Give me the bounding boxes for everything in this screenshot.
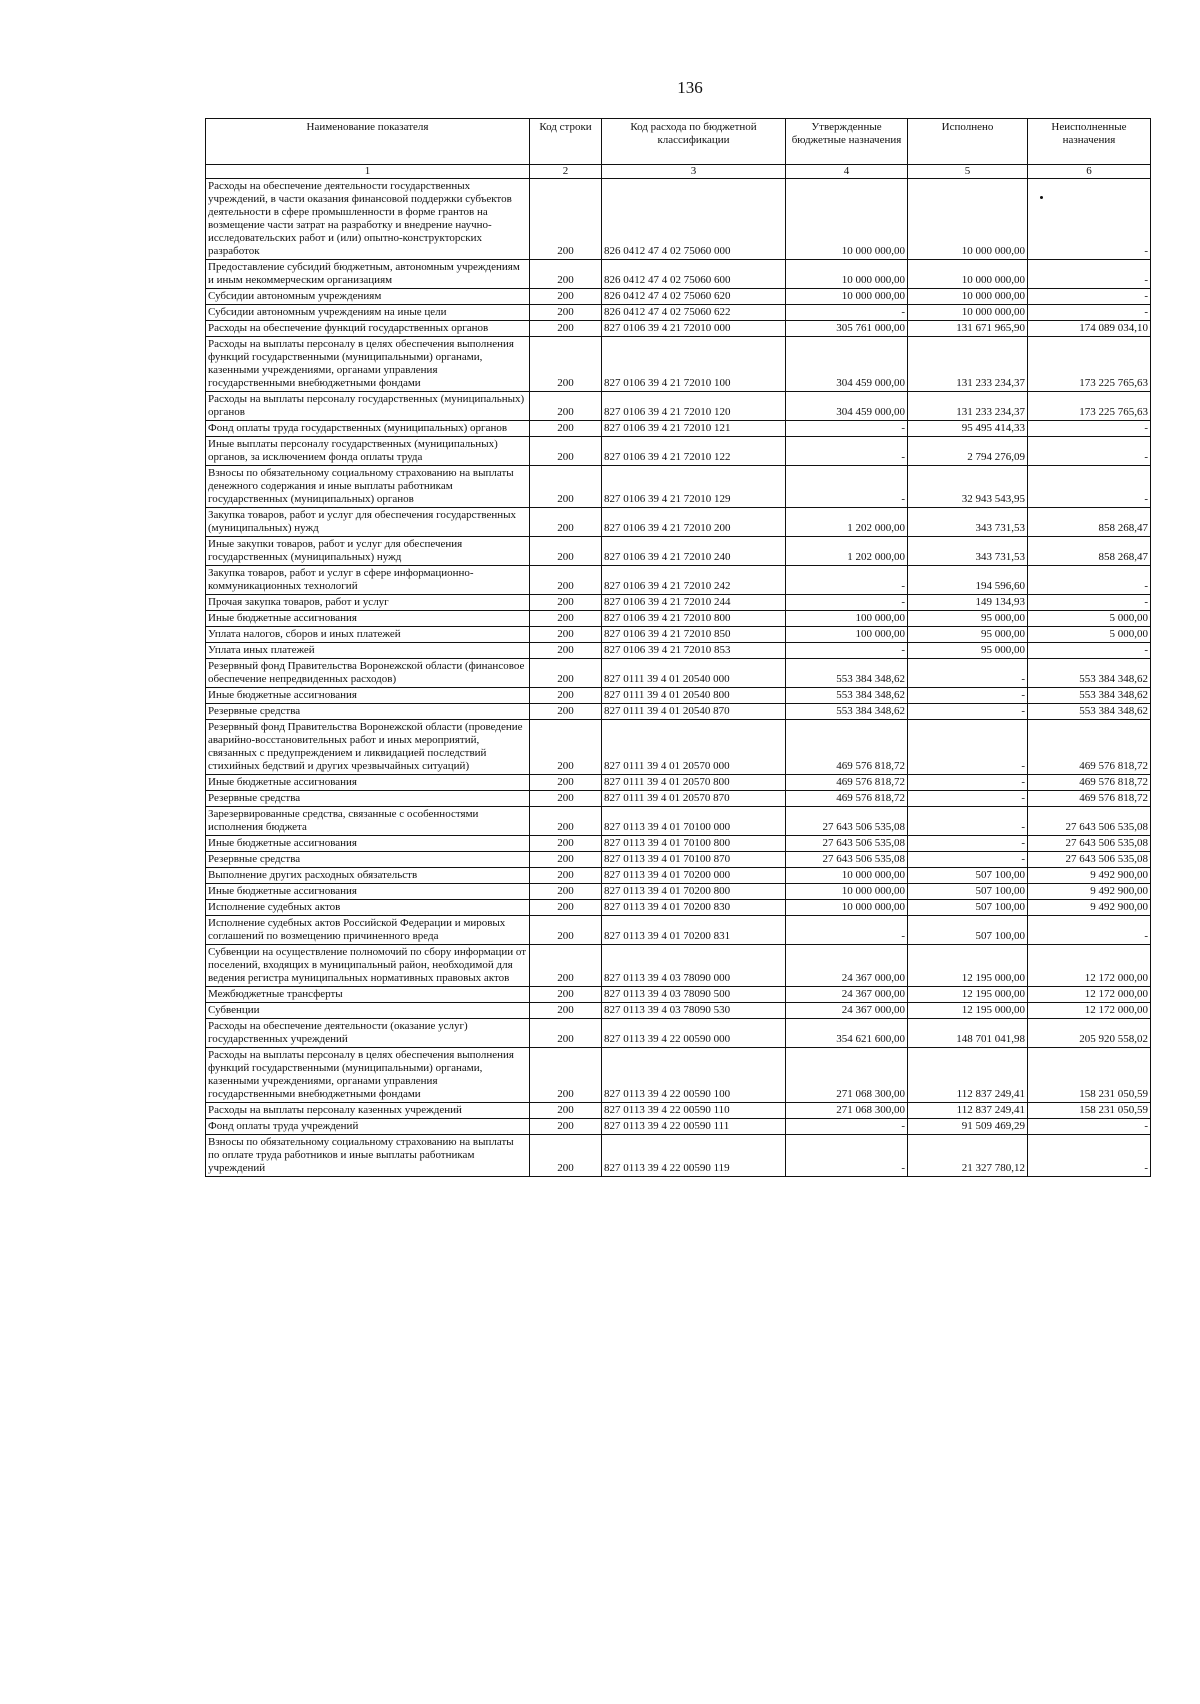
row-line-code: 200 [530,791,602,807]
row-line-code: 200 [530,1135,602,1177]
row-name: Иные бюджетные ассигнования [206,688,530,704]
row-line-code: 200 [530,884,602,900]
column-number-row [206,165,1151,179]
row-line-code: 200 [530,321,602,337]
table-row [206,852,1151,868]
row-expense-code: 827 0106 39 4 21 72010 800 [602,611,786,627]
row-executed: - [908,775,1028,791]
header-expense-code: Код расхода по бюджетной классификации [602,119,786,165]
row-name: Расходы на выплаты персоналу в целях обеспечения выполнения функций государственными (муниципальными) органами, казенными учреждениями, органами управления государственными внебюджетными фондами [206,1048,530,1103]
header-executed: Исполнено [908,119,1028,165]
table-body [206,179,1151,1177]
row-line-code: 200 [530,807,602,836]
row-executed: 95 000,00 [908,611,1028,627]
row-line-code: 200 [530,595,602,611]
row-approved: - [786,595,908,611]
row-name: Резервные средства [206,791,530,807]
table-row [206,987,1151,1003]
row-expense-code: 827 0113 39 4 22 00590 119 [602,1135,786,1177]
row-name: Расходы на выплаты персоналу государственных (муниципальных) органов [206,392,530,421]
row-executed: - [908,688,1028,704]
row-expense-code: 826 0412 47 4 02 75060 620 [602,289,786,305]
row-name: Резервный фонд Правительства Воронежской области (проведение аварийно-восстановительных работ и иных мероприятий, связанных с предупреждением и ликвидацией последствий стихийных бедствий и других чрезвычайных ситуаций) [206,720,530,775]
row-name: Зарезервированные средства, связанные с особенностями исполнения бюджета [206,807,530,836]
row-name: Межбюджетные трансферты [206,987,530,1003]
page-number: 136 [677,78,703,97]
row-approved: - [786,1119,908,1135]
row-line-code: 200 [530,179,602,260]
row-unexecuted: 469 576 818,72 [1028,720,1151,775]
row-approved: 24 367 000,00 [786,945,908,987]
row-expense-code: 827 0113 39 4 22 00590 110 [602,1103,786,1119]
row-executed: - [908,836,1028,852]
row-expense-code: 827 0113 39 4 01 70200 831 [602,916,786,945]
row-approved: - [786,643,908,659]
row-name: Иные бюджетные ассигнования [206,836,530,852]
row-executed: 12 195 000,00 [908,945,1028,987]
row-line-code: 200 [530,260,602,289]
row-name: Субвенции на осуществление полномочий по сбору информации от поселений, входящих в муниципальный район, необходимой для ведения регистра муниципальных нормативных правовых актов [206,945,530,987]
table-row [206,643,1151,659]
row-line-code: 200 [530,566,602,595]
row-unexecuted: 27 643 506 535,08 [1028,836,1151,852]
row-expense-code: 827 0113 39 4 01 70200 800 [602,884,786,900]
row-approved: 304 459 000,00 [786,392,908,421]
row-name: Расходы на обеспечение деятельности государственных учреждений, в части оказания финансовой поддержки субъектов деятельности в сфере промышленности в форме грантов на возмещение части затрат на разработку и внедрение научно-исследовательских работ и (или) опытно-конструкторских разработок [206,179,530,260]
row-approved: 553 384 348,62 [786,704,908,720]
row-executed: 343 731,53 [908,508,1028,537]
table-row [206,1135,1151,1177]
row-line-code: 200 [530,337,602,392]
row-unexecuted: 158 231 050,59 [1028,1048,1151,1103]
row-line-code: 200 [530,775,602,791]
table-row [206,791,1151,807]
row-line-code: 200 [530,305,602,321]
table-row [206,1103,1151,1119]
row-approved: - [786,916,908,945]
table-row [206,945,1151,987]
row-expense-code: 826 0412 47 4 02 75060 622 [602,305,786,321]
row-unexecuted: 5 000,00 [1028,611,1151,627]
table-row [206,566,1151,595]
row-expense-code: 827 0106 39 4 21 72010 850 [602,627,786,643]
row-name: Иные бюджетные ассигнования [206,775,530,791]
row-name: Резервный фонд Правительства Воронежской области (финансовое обеспечение непредвиденных расходов) [206,659,530,688]
row-expense-code: 827 0113 39 4 01 70200 000 [602,868,786,884]
row-expense-code: 827 0113 39 4 03 78090 000 [602,945,786,987]
row-executed: - [908,720,1028,775]
row-executed: 10 000 000,00 [908,179,1028,260]
table-row [206,720,1151,775]
row-unexecuted: - [1028,643,1151,659]
row-line-code: 200 [530,508,602,537]
row-approved: 24 367 000,00 [786,1003,908,1019]
row-executed: - [908,659,1028,688]
table-row [206,627,1151,643]
row-expense-code: 827 0111 39 4 01 20570 000 [602,720,786,775]
row-unexecuted: - [1028,179,1151,260]
row-approved: 271 068 300,00 [786,1103,908,1119]
row-line-code: 200 [530,916,602,945]
row-unexecuted: 553 384 348,62 [1028,688,1151,704]
row-unexecuted: - [1028,595,1151,611]
row-line-code: 200 [530,421,602,437]
row-approved: 1 202 000,00 [786,537,908,566]
row-line-code: 200 [530,659,602,688]
row-approved: 553 384 348,62 [786,659,908,688]
row-executed: 149 134,93 [908,595,1028,611]
row-executed: 95 495 414,33 [908,421,1028,437]
row-approved: 469 576 818,72 [786,791,908,807]
row-line-code: 200 [530,987,602,1003]
row-unexecuted: 27 643 506 535,08 [1028,852,1151,868]
row-line-code: 200 [530,1119,602,1135]
row-executed: 10 000 000,00 [908,305,1028,321]
row-name: Уплата иных платежей [206,643,530,659]
table-row [206,836,1151,852]
row-expense-code: 827 0113 39 4 01 70200 830 [602,900,786,916]
table-row [206,1019,1151,1048]
row-executed: 131 233 234,37 [908,392,1028,421]
row-name: Иные бюджетные ассигнования [206,884,530,900]
row-expense-code: 827 0106 39 4 21 72010 244 [602,595,786,611]
row-line-code: 200 [530,704,602,720]
row-line-code: 200 [530,627,602,643]
row-unexecuted: - [1028,466,1151,508]
row-executed: 32 943 543,95 [908,466,1028,508]
row-approved: - [786,1135,908,1177]
row-expense-code: 827 0113 39 4 03 78090 500 [602,987,786,1003]
row-name: Расходы на выплаты персоналу казенных учреждений [206,1103,530,1119]
row-executed: 12 195 000,00 [908,1003,1028,1019]
row-unexecuted: 158 231 050,59 [1028,1103,1151,1119]
table-row [206,321,1151,337]
row-approved: - [786,421,908,437]
column-number: 3 [602,165,786,179]
row-approved: 27 643 506 535,08 [786,807,908,836]
table-row [206,775,1151,791]
row-line-code: 200 [530,868,602,884]
row-unexecuted: 9 492 900,00 [1028,884,1151,900]
table-row [206,884,1151,900]
row-expense-code: 827 0106 39 4 21 72010 100 [602,337,786,392]
row-expense-code: 827 0106 39 4 21 72010 240 [602,537,786,566]
table-row [206,466,1151,508]
row-executed: 12 195 000,00 [908,987,1028,1003]
row-line-code: 200 [530,900,602,916]
column-number: 1 [206,165,530,179]
row-line-code: 200 [530,537,602,566]
budget-execution-table [205,118,1151,1177]
table-row [206,611,1151,627]
row-name: Иные закупки товаров, работ и услуг для обеспечения государственных (муниципальных) нужд [206,537,530,566]
table-row [206,688,1151,704]
row-unexecuted: 553 384 348,62 [1028,659,1151,688]
column-number: 2 [530,165,602,179]
row-executed: 10 000 000,00 [908,289,1028,305]
row-expense-code: 827 0106 39 4 21 72010 120 [602,392,786,421]
column-number: 6 [1028,165,1151,179]
row-expense-code: 827 0106 39 4 21 72010 853 [602,643,786,659]
row-name: Иные бюджетные ассигнования [206,611,530,627]
row-unexecuted: - [1028,437,1151,466]
row-unexecuted: 205 920 558,02 [1028,1019,1151,1048]
row-unexecuted: 5 000,00 [1028,627,1151,643]
row-executed: 507 100,00 [908,884,1028,900]
table-row [206,179,1151,260]
row-expense-code: 827 0113 39 4 01 70100 800 [602,836,786,852]
header-unexecuted: Неисполненные назначения [1028,119,1151,165]
row-expense-code: 827 0106 39 4 21 72010 121 [602,421,786,437]
table-row [206,595,1151,611]
row-name: Предоставление субсидий бюджетным, автономным учреждениям и иным некоммерческим организациям [206,260,530,289]
row-expense-code: 827 0111 39 4 01 20540 800 [602,688,786,704]
row-expense-code: 827 0106 39 4 21 72010 000 [602,321,786,337]
table-row [206,1003,1151,1019]
row-name: Резервные средства [206,704,530,720]
row-expense-code: 827 0111 39 4 01 20540 870 [602,704,786,720]
row-expense-code: 827 0113 39 4 22 00590 100 [602,1048,786,1103]
table-row [206,392,1151,421]
row-expense-code: 827 0111 39 4 01 20570 870 [602,791,786,807]
table-row [206,437,1151,466]
row-expense-code: 827 0106 39 4 21 72010 122 [602,437,786,466]
row-executed: - [908,807,1028,836]
table-row [206,260,1151,289]
table-row [206,659,1151,688]
row-executed: - [908,704,1028,720]
row-executed: 131 233 234,37 [908,337,1028,392]
row-line-code: 200 [530,945,602,987]
row-name: Расходы на обеспечение функций государственных органов [206,321,530,337]
row-line-code: 200 [530,852,602,868]
row-unexecuted: 858 268,47 [1028,537,1151,566]
table-row [206,1048,1151,1103]
row-expense-code: 826 0412 47 4 02 75060 600 [602,260,786,289]
row-expense-code: 827 0106 39 4 21 72010 242 [602,566,786,595]
row-approved: 27 643 506 535,08 [786,852,908,868]
row-name: Взносы по обязательному социальному страхованию на выплаты по оплате труда работников и иные выплаты работникам учреждений [206,1135,530,1177]
row-executed: 91 509 469,29 [908,1119,1028,1135]
row-executed: 507 100,00 [908,900,1028,916]
row-approved: 304 459 000,00 [786,337,908,392]
row-line-code: 200 [530,836,602,852]
row-expense-code: 827 0106 39 4 21 72010 129 [602,466,786,508]
row-approved: 553 384 348,62 [786,688,908,704]
row-unexecuted: - [1028,305,1151,321]
row-unexecuted: 173 225 765,63 [1028,337,1151,392]
row-name: Закупка товаров, работ и услуг для обеспечения государственных (муниципальных) нужд [206,508,530,537]
row-executed: 95 000,00 [908,643,1028,659]
row-approved: 1 202 000,00 [786,508,908,537]
row-approved: 271 068 300,00 [786,1048,908,1103]
row-approved: 10 000 000,00 [786,868,908,884]
row-unexecuted: 12 172 000,00 [1028,1003,1151,1019]
row-approved: 27 643 506 535,08 [786,836,908,852]
row-expense-code: 826 0412 47 4 02 75060 000 [602,179,786,260]
row-unexecuted: - [1028,1135,1151,1177]
row-unexecuted: 12 172 000,00 [1028,945,1151,987]
row-approved: - [786,466,908,508]
table-row [206,900,1151,916]
table-header-row [206,119,1151,165]
row-approved: - [786,566,908,595]
table-row [206,537,1151,566]
row-unexecuted: - [1028,566,1151,595]
table-row [206,508,1151,537]
row-approved: 354 621 600,00 [786,1019,908,1048]
row-executed: 112 837 249,41 [908,1103,1028,1119]
row-unexecuted: - [1028,421,1151,437]
row-name: Закупка товаров, работ и услуг в сфере информационно-коммуникационных технологий [206,566,530,595]
row-approved: 10 000 000,00 [786,900,908,916]
row-approved: 469 576 818,72 [786,720,908,775]
table-row [206,868,1151,884]
row-line-code: 200 [530,1103,602,1119]
row-expense-code: 827 0113 39 4 01 70100 870 [602,852,786,868]
row-name: Выполнение других расходных обязательств [206,868,530,884]
row-expense-code: 827 0113 39 4 03 78090 530 [602,1003,786,1019]
row-name: Исполнение судебных актов [206,900,530,916]
row-approved: 10 000 000,00 [786,179,908,260]
row-name: Фонд оплаты труда государственных (муниципальных) органов [206,421,530,437]
row-name: Субсидии автономным учреждениям на иные цели [206,305,530,321]
row-executed: 21 327 780,12 [908,1135,1028,1177]
row-executed: 131 671 965,90 [908,321,1028,337]
table-row [206,916,1151,945]
row-line-code: 200 [530,1048,602,1103]
row-name: Расходы на выплаты персоналу в целях обеспечения выполнения функций государственными (муниципальными) органами, казенными учреждениями, органами управления государственными внебюджетными фондами [206,337,530,392]
row-executed: 95 000,00 [908,627,1028,643]
row-executed: 148 701 041,98 [908,1019,1028,1048]
row-expense-code: 827 0111 39 4 01 20540 000 [602,659,786,688]
row-executed: 194 596,60 [908,566,1028,595]
table-row [206,305,1151,321]
row-executed: 507 100,00 [908,868,1028,884]
row-expense-code: 827 0106 39 4 21 72010 200 [602,508,786,537]
row-approved: 100 000,00 [786,611,908,627]
row-executed: 507 100,00 [908,916,1028,945]
row-name: Уплата налогов, сборов и иных платежей [206,627,530,643]
row-line-code: 200 [530,688,602,704]
row-executed: 343 731,53 [908,537,1028,566]
row-name: Прочая закупка товаров, работ и услуг [206,595,530,611]
row-name: Субсидии автономным учреждениям [206,289,530,305]
row-name: Исполнение судебных актов Российской Федерации и мировых соглашений по возмещению причиненного вреда [206,916,530,945]
header-indicator-name: Наименование показателя [206,119,530,165]
row-unexecuted: 9 492 900,00 [1028,900,1151,916]
row-executed: 112 837 249,41 [908,1048,1028,1103]
row-unexecuted: 553 384 348,62 [1028,704,1151,720]
row-line-code: 200 [530,437,602,466]
row-line-code: 200 [530,392,602,421]
table-row [206,1119,1151,1135]
row-approved: 10 000 000,00 [786,260,908,289]
row-name: Иные выплаты персоналу государственных (муниципальных) органов, за исключением фонда оплаты труда [206,437,530,466]
row-name: Расходы на обеспечение деятельности (оказание услуг) государственных учреждений [206,1019,530,1048]
row-unexecuted: - [1028,289,1151,305]
row-line-code: 200 [530,1003,602,1019]
row-expense-code: 827 0113 39 4 22 00590 111 [602,1119,786,1135]
row-approved: 100 000,00 [786,627,908,643]
row-line-code: 200 [530,1019,602,1048]
row-name: Резервные средства [206,852,530,868]
row-unexecuted: 174 089 034,10 [1028,321,1151,337]
row-approved: - [786,305,908,321]
row-executed: - [908,791,1028,807]
row-executed: - [908,852,1028,868]
row-unexecuted: 469 576 818,72 [1028,775,1151,791]
row-approved: - [786,437,908,466]
row-unexecuted: - [1028,916,1151,945]
table-row [206,421,1151,437]
row-executed: 10 000 000,00 [908,260,1028,289]
row-approved: 469 576 818,72 [786,775,908,791]
row-name: Фонд оплаты труда учреждений [206,1119,530,1135]
row-line-code: 200 [530,611,602,627]
column-number: 5 [908,165,1028,179]
row-line-code: 200 [530,466,602,508]
row-unexecuted: 27 643 506 535,08 [1028,807,1151,836]
header-approved: Утвержденные бюджетные назначения [786,119,908,165]
row-unexecuted: - [1028,1119,1151,1135]
row-expense-code: 827 0113 39 4 22 00590 000 [602,1019,786,1048]
row-executed: 2 794 276,09 [908,437,1028,466]
row-expense-code: 827 0111 39 4 01 20570 800 [602,775,786,791]
header-line-code: Код строки [530,119,602,165]
row-unexecuted: 858 268,47 [1028,508,1151,537]
table-row [206,807,1151,836]
row-unexecuted: 469 576 818,72 [1028,791,1151,807]
row-name: Субвенции [206,1003,530,1019]
table-row [206,337,1151,392]
row-approved: 10 000 000,00 [786,289,908,305]
row-line-code: 200 [530,720,602,775]
row-unexecuted: 9 492 900,00 [1028,868,1151,884]
row-line-code: 200 [530,289,602,305]
row-approved: 24 367 000,00 [786,987,908,1003]
row-expense-code: 827 0113 39 4 01 70100 000 [602,807,786,836]
row-unexecuted: 173 225 765,63 [1028,392,1151,421]
table-row [206,704,1151,720]
row-unexecuted: - [1028,260,1151,289]
row-approved: 10 000 000,00 [786,884,908,900]
table-row [206,289,1151,305]
column-number: 4 [786,165,908,179]
row-unexecuted: 12 172 000,00 [1028,987,1151,1003]
row-name: Взносы по обязательному социальному страхованию на выплаты денежного содержания и иные выплаты работникам государственных (муниципальных) органов [206,466,530,508]
row-approved: 305 761 000,00 [786,321,908,337]
row-line-code: 200 [530,643,602,659]
